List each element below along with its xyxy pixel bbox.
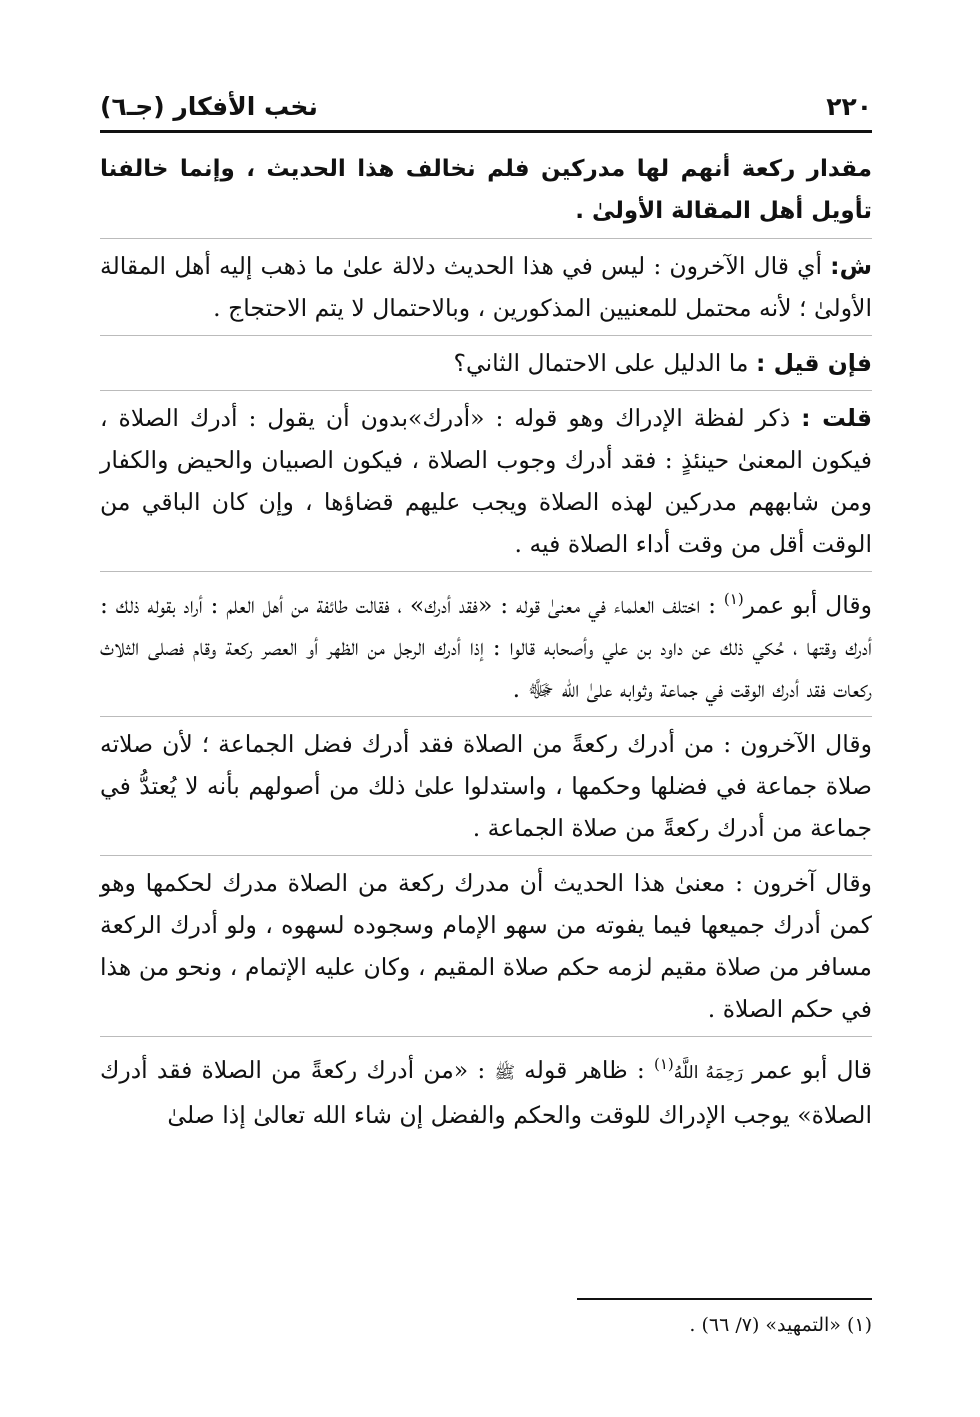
paragraph-1 [100,245,872,329]
answer-label: قلت : [801,404,872,432]
paragraph-7-start: قال أبو عمر [743,1055,872,1084]
paragraph-4 [100,578,872,710]
paragraph-0: مقدار ركعة أنهم لها مدركين فلم نخالف هذا الحديث ، وإنما خالفنا تأويل أهل المقالة الأولىٰ . [100,156,872,224]
shin-label: ش: [830,252,872,280]
paragraph-separator [100,335,872,336]
footnote: (١) «التمهيد» (٧/ ٦٦) . [689,1314,872,1336]
paragraph-separator [100,855,872,856]
paragraph-separator [100,716,872,717]
paragraph-separator [100,571,872,572]
paragraph-3-text: ذكر لفظة الإدراك وهو قوله : «أدرك»بدون أن يقول : أدرك الصلاة ، فيكون المعنىٰ حينئذٍ : فقد أدرك وجوب الصلاة ، فيكون الصبيان والحيض والكفار ومن شابههم مدركين لهذه الصلاة ويجب عليهم قضاؤها ، وإن كان الباقي من الوقت أقل من وقت أداء الصلاة فيه . [100,404,872,558]
paragraph-7 [100,1043,872,1136]
paragraph-4-start: وقال أبو عمر [743,590,872,619]
header-rule [100,130,872,133]
paragraph-2-text: ما الدليل على الاحتمال الثاني؟ [453,349,756,377]
paragraph-separator [100,390,872,391]
running-header [100,86,872,126]
paragraph-6: وقال آخرون : معنىٰ هذا الحديث أن مدرك ركعة من الصلاة مدرك لحكمها وهو كمن أدرك جميعها فيما يفوته من سهو الإمام وسجوده لسهوه ، ولو أدرك الركعة مسافر من صلاة مقيم لزمه حكم صلاة المقيم ، وكان عليه الإتمام ، ونحو من هذا في حكم الصلاة . [100,868,872,1023]
paragraph-separator [100,238,872,239]
paragraph-3 [100,397,872,565]
page-number: ٢٢٠ [826,91,872,121]
paragraph-separator [100,1036,872,1037]
paragraph-2 [100,342,872,384]
footnote-ref[interactable]: (١) [723,590,744,608]
footnote-ref[interactable]: (١) [654,1054,674,1073]
footnote-rule [577,1298,872,1300]
paragraph-4-rest: : اختلف العلماء في معنىٰ قوله : «فقد أدرك» ، فقالت طائفة من أهل العلم : أراد بقوله ذلك : أدرك وقتها ، حُكي ذلك عن داود بن علي وأصحابه قالوا : إذا أدرك الرجل من الظهر أو العصر ركعة وقام فصلى الثلاث ركعات فقد أدرك الوقت في جماعة وثوابه علىٰ الله ﷻ . [100,590,872,703]
paragraph-1-text: أي قال الآخرون : ليس في هذا الحديث دلالة علىٰ ما ذهب إليه أهل المقالة الأولىٰ ؛ لأنه محتمل للمعنيين المذكورين ، وبالاحتمال لا يتم الاحتجاج . [100,252,872,322]
paragraph-5: وقال الآخرون : من أدرك ركعةً من الصلاة فقد أدرك فضل الجماعة ؛ لأن صلاته صلاة جماعة في فضلها وحكمها ، واستدلوا علىٰ ذلك من أصولهم بأنه لا يُعتدُّ في جماعة من أدرك ركعةً من صلاة الجماعة . [100,729,872,842]
salutation-glyph: ﷺ [494,1062,515,1083]
question-label: فإن قيل : [756,349,872,377]
paragraph-7-rest: : «من أدرك ركعةً من الصلاة فقد أدرك الصلاة» يوجب الإدراك للوقت والحكم والفضل إن شاء الله تعالىٰ إذا صلىٰ [100,1055,872,1129]
paragraph-7-mid: : ظاهر قوله [515,1055,654,1084]
book-title: نخب الأفكار (جـ٦) [100,91,318,121]
honorific-glyph: رَحِمَهُ اللَّهُ [673,1062,744,1083]
body-text [100,148,872,1142]
